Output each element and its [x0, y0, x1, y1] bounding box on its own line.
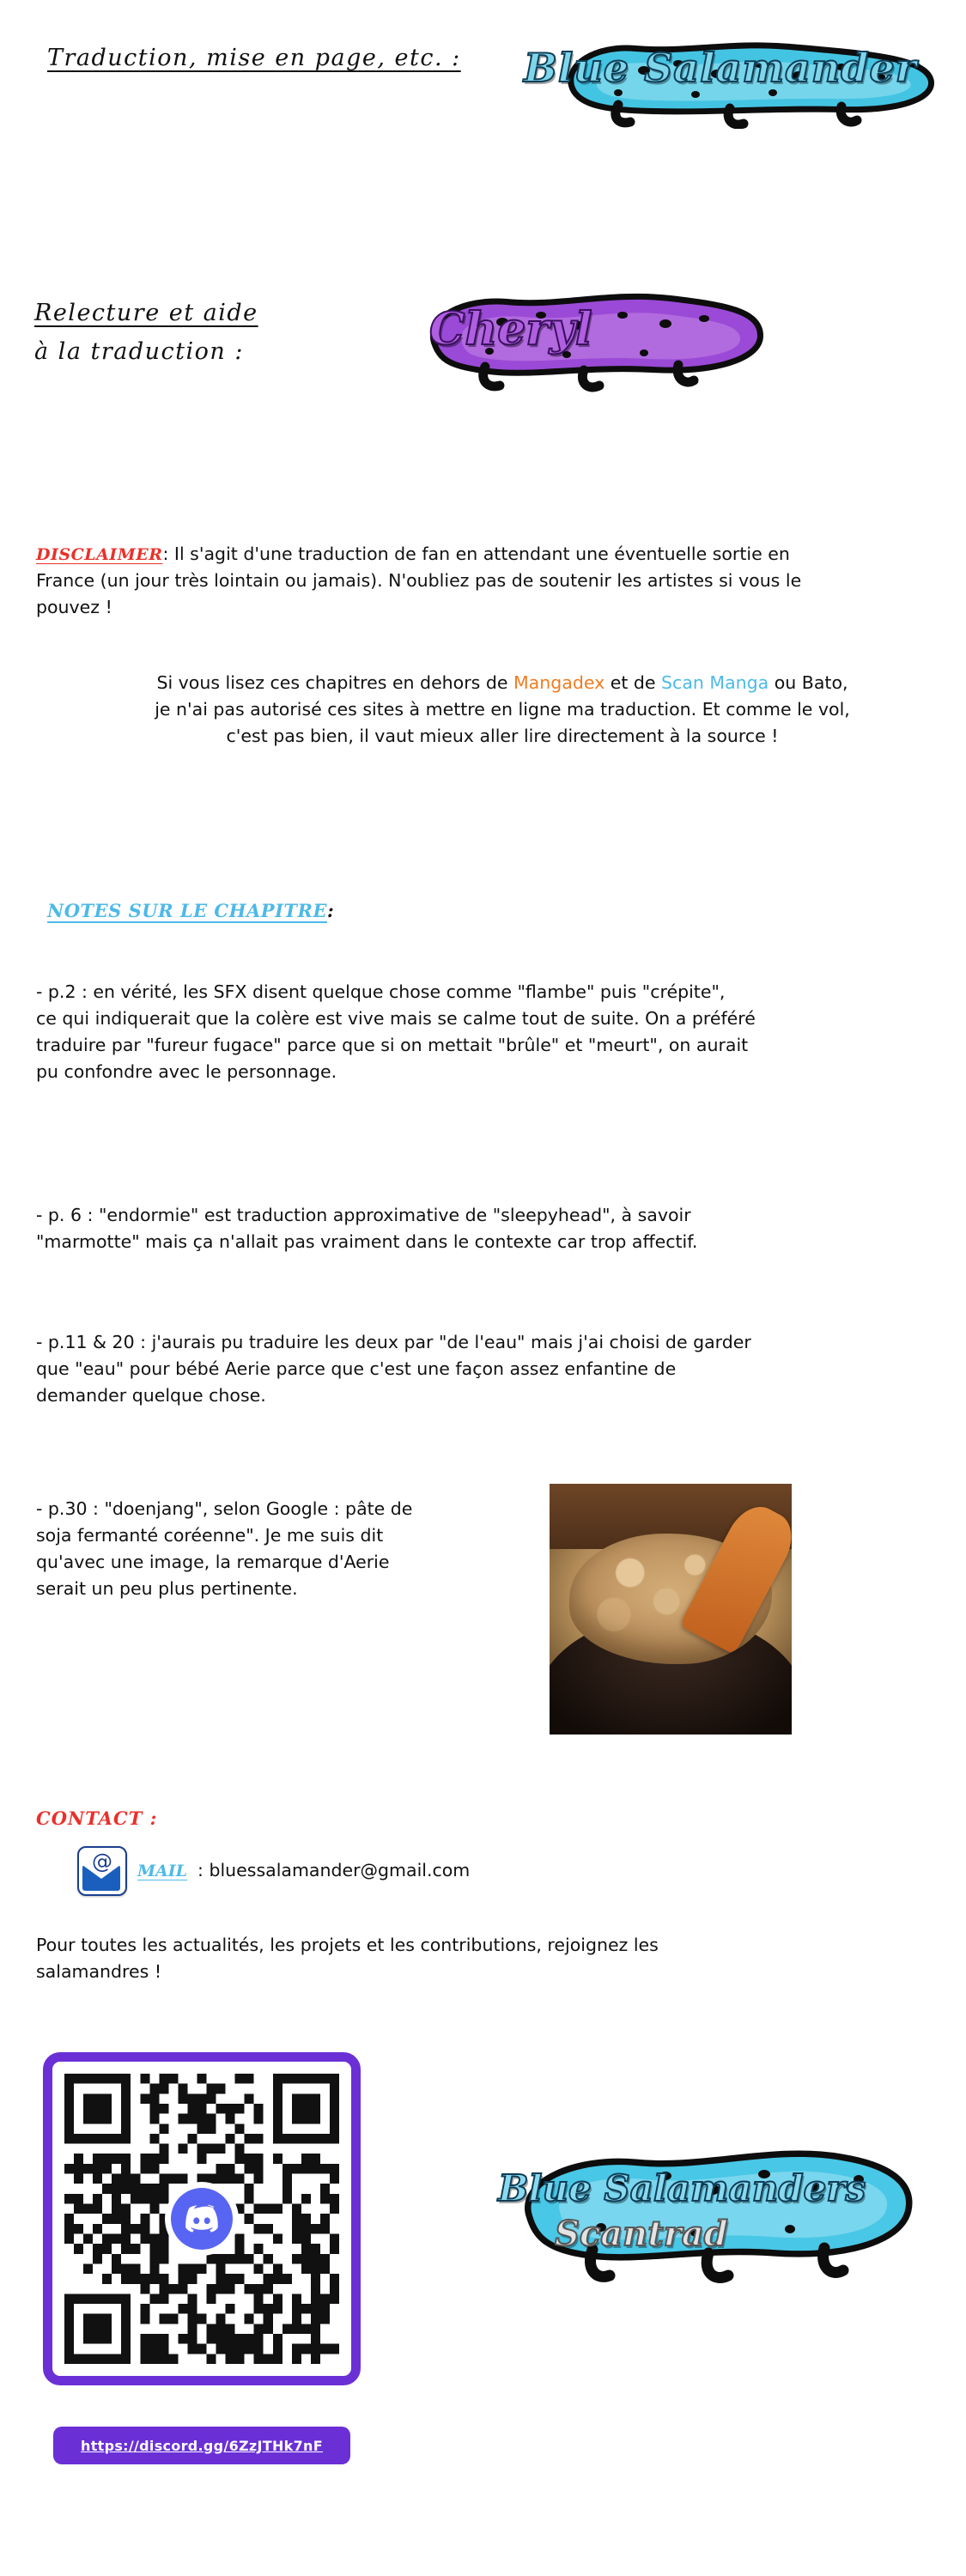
- at-sign-icon: @: [92, 1850, 112, 1874]
- credit-label-proofreading-1: Relecture et aide: [34, 300, 258, 326]
- credit-label-proofreading-2: à la traduction :: [34, 338, 244, 366]
- discord-qr-code[interactable]: [64, 2074, 339, 2364]
- note-4-line-2: soja fermanté coréenne". Je me suis dit: [36, 1525, 384, 1546]
- note-item-1: [36, 979, 920, 1086]
- credit-label-translation: Traduction, mise en page, etc. :: [47, 45, 461, 71]
- bottom-logo-line1: Blue Salamanders: [498, 2167, 866, 2209]
- cheryl-logo-text: Cheryl: [429, 303, 592, 355]
- cheryl-salamander-logo: [404, 270, 773, 399]
- hosting-line-1c: ou Bato,: [769, 672, 848, 693]
- note-3-line-2: que "eau" pour bébé Aerie parce que c'est une façon assez enfantine de: [36, 1358, 677, 1380]
- note-1-line-2: ce qui indiquerait que la colère est vive mais se calme tout de suite. On a préféré: [36, 1008, 756, 1030]
- notes-title-text: NOTES SUR LE CHAPITRE: [47, 900, 327, 921]
- contact-cta: [36, 1932, 920, 1985]
- credit-row-proofreading: [34, 296, 258, 368]
- mail-row: [77, 1846, 470, 1896]
- site-mangadex: Mangadex: [513, 672, 605, 693]
- note-item-2: [36, 1202, 920, 1255]
- site-scanmanga: Scan Manga: [661, 672, 769, 693]
- hosting-line-3: c'est pas bien, il vaut mieux aller lire directement à la source !: [226, 726, 779, 747]
- hosting-notice-block: [103, 670, 902, 750]
- salamander-art-bottom: [481, 2112, 927, 2327]
- hosting-line-2: je n'ai pas autorisé ces sites à mettre en ligne ma traduction. Et comme le vol,: [155, 699, 850, 720]
- bottom-logo-line2: Scantrad: [555, 2214, 728, 2254]
- note-1-line-4: pu confondre avec le personnage.: [36, 1061, 337, 1083]
- disclaimer-line-1: : Il s'agit d'une traduction de fan en attendant une éventuelle sortie en: [162, 544, 790, 564]
- note-3-line-3: demander quelque chose.: [36, 1385, 266, 1406]
- scantrad-bottom-logo: [481, 2112, 927, 2331]
- salamander-art-purple: [404, 270, 773, 399]
- note-item-4: [36, 1496, 517, 1603]
- contact-title: [36, 1807, 157, 1829]
- blue-salamander-logo: [515, 26, 945, 129]
- disclaimer-line-2: France (un jour très lointain ou jamais). N'oubliez pas de soutenir les artistes si vous le: [36, 570, 802, 592]
- disclaimer-word: DISCLAIMER: [36, 545, 163, 564]
- disclaimer-line-3: pouvez !: [36, 597, 112, 618]
- note-3-line-1: - p.11 & 20 : j'aurais pu traduire les deux par "de l'eau" mais j'ai choisi de garder: [36, 1332, 751, 1352]
- discord-invite-link[interactable]: https://discord.gg/6ZzJTHk7nF: [53, 2427, 350, 2464]
- mail-icon: [77, 1846, 127, 1896]
- note-4-line-4: serait un peu plus pertinente.: [36, 1578, 298, 1600]
- note-1-line-1: - p.2 : en vérité, les SFX disent quelque chose comme "flambe" puis "crépite",: [36, 981, 726, 1002]
- note-4-line-1: - p.30 : "doenjang", selon Google : pâte de: [36, 1498, 413, 1519]
- mail-address[interactable]: : bluessalamander@gmail.com: [197, 1860, 471, 1881]
- disclaimer-block: [36, 541, 903, 621]
- discord-icon: [171, 2188, 233, 2250]
- note-2-line-1: - p. 6 : "endormie" est traduction approximative de "sleepyhead", à savoir: [36, 1205, 691, 1225]
- cta-line-2: salamandres !: [36, 1961, 162, 1983]
- note-2-line-2: "marmotte" mais ça n'allait pas vraiment dans le contexte car trop affectif.: [36, 1231, 698, 1253]
- discord-glyph-icon: [183, 2200, 221, 2238]
- credit-row-translation: [47, 41, 461, 75]
- note-1-line-3: traduire par "fureur fugace" parce que si on mettait "brûle" et "meurt", on aurait: [36, 1035, 749, 1056]
- note-item-3: [36, 1329, 920, 1409]
- hosting-line-1b: et de: [605, 672, 662, 693]
- salamander-art-blue: [515, 26, 945, 129]
- mail-label: MAIL: [137, 1862, 188, 1880]
- blue-salamander-logo-text: Blue Salamander: [524, 45, 917, 91]
- note-4-line-3: qu'avec une image, la remarque d'Aerie: [36, 1552, 390, 1573]
- cta-line-1: Pour toutes les actualités, les projets et les contributions, rejoignez les: [36, 1935, 659, 1955]
- notes-section-title: [47, 900, 334, 921]
- discord-qr-frame[interactable]: [43, 2052, 361, 2385]
- notes-title-colon: :: [326, 900, 335, 921]
- hosting-line-1a: Si vous lisez ces chapitres en dehors de: [156, 672, 513, 693]
- doenjang-photo: [550, 1484, 792, 1735]
- contact-title-text: CONTACT :: [36, 1807, 158, 1829]
